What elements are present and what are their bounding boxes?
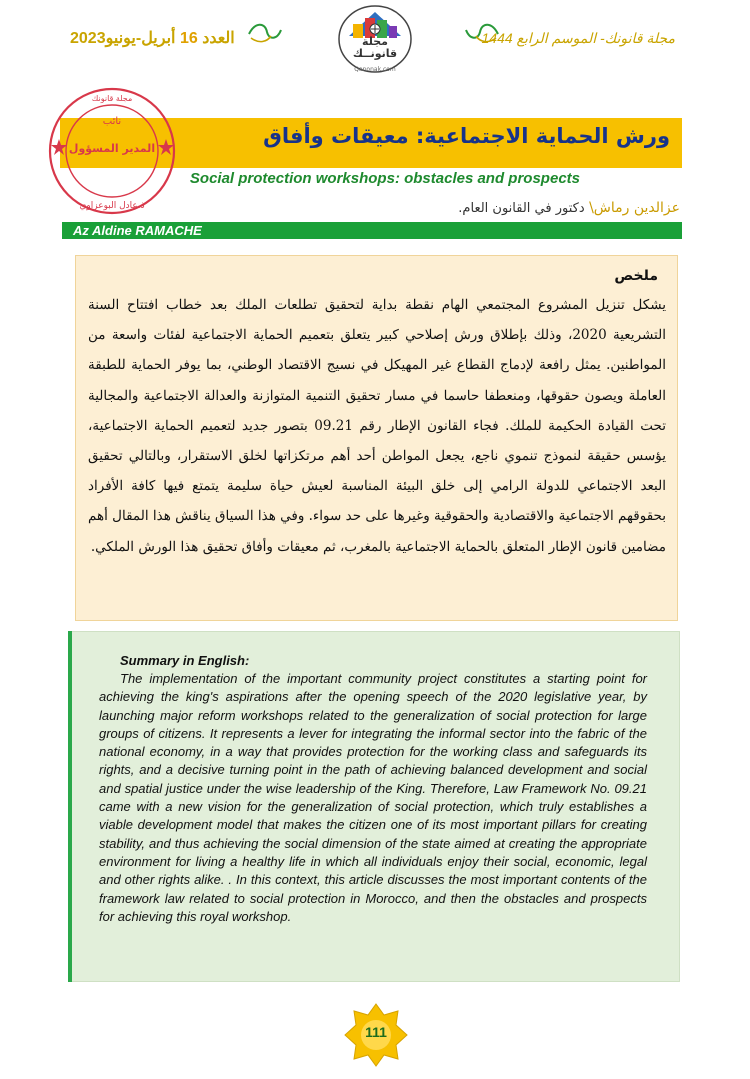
author-arabic	[458, 200, 680, 216]
stamp-line3: ذ.عادل البوعزاوي	[79, 201, 145, 211]
author-name-english: Az Aldine RAMACHE	[73, 223, 202, 238]
page-number: 111	[365, 1024, 387, 1040]
issue-label: العدد	[202, 30, 235, 47]
logo-text-line1: مجلة	[362, 35, 388, 48]
article-title-english: Social protection workshops: obstacles and prospects	[189, 170, 580, 187]
author-role-arabic: دكتور في القانون العام.	[458, 201, 585, 216]
issue-date: أبريل-يونيو2023	[70, 30, 176, 47]
stamp-line1: نائب	[102, 116, 122, 127]
logo-url: Qanonak.com	[354, 66, 396, 73]
official-stamp-icon	[45, 84, 180, 219]
swirl-ornament-icon	[464, 20, 500, 46]
author-name-arabic: عزالدين رماش	[593, 200, 680, 216]
arabic-abstract-text: يشكل تنزيل المشروع المجتمعي الهام نقطة بداية لتحقيق تطلعات الملك بعد خطاب افتتاح السنة التشريعية 2020، وذلك بإطلاق ورش إصلاحي كبير يتعلق بتعميم الحماية الاجتماعية لفئات واسعة من المواطنين. يمثل رافعة لإدماج القطاع غير المهيكل في نسيج الاقتصاد الوطني، بما يوفر الحماية للطبقة العاملة ويصون حقوقها، ومنعطفا حاسما في مسار تحقيق التنمية المتوازنة والعدالة الاجتماعية والمجالية تحت القيادة الحكيمة للملك. فجاء القانون الإطار رقم 09.21 بتصور جديد لتعميم الحماية الاجتماعية، يؤسس حقيقة لنموذج تنموي ناجع، يجعل المواطن أحد أهم مرتكزاتها لخلق الاستقرار، وبالتالي تحقيق البعد الاجتماعي للدولة الرامي إلى خلق البيئة المناسبة لعيش حياة سليمة يتمتع فيها كافة الأفراد بحقوقهم الاجتماعية والاقتصادية والحقوقية وغيرها على حد سواء. وفي هذا السياق يناقش هذا المقال أهم مضامين قانون الإطار المتعلق بالحماية الاجتماعية بالمغرب، ثم معيقات وأفاق تحقيق هذا الورش الملكي.	[88, 297, 666, 555]
english-summary-heading: Summary in English:	[120, 653, 250, 668]
stamp-ring-text: مجلة قانونك	[91, 94, 133, 103]
english-summary-text: The implementation of the important community project constitutes a starting point for achieving the king's aspirations after the opening speech of the 2020 legislative year, by launching major reform workshops related to the generalization of social protection for large groups of citizens. It represents a lever for integrating the informal sector into the fabric of the national economy, in a way that provides protection for the working class and safeguards its rights, and a decisive turning point in the path of achieving balanced development and social and spatial justice under the wise leadership of the King. Therefore, Law Framework No. 09.21 came with a new vision for the generalization of social protection, which truly establishes a viable development model that makes the citizen one of its most important pillars for creating stability, and thus achieving the social dimension of the state aimed at creating the appropriate environment for living a healthy life in which all individuals enjoy their social, economic, legal and other rights alike. . In this context, this article discusses the most important contents of the framework law related to social protection in Morocco, and then the obstacles and prospects for achieving this royal workshop.	[99, 671, 647, 924]
arabic-abstract-heading: ملخص	[614, 268, 658, 284]
author-separator: \	[584, 200, 594, 216]
logo-text-line2: قانونــك	[352, 47, 398, 60]
journal-line: مجلة قانونك- الموسم الرابع 1444	[481, 30, 675, 46]
issue-number: 16	[179, 30, 198, 47]
stamp-line2: المدير المسؤول	[68, 142, 156, 155]
article-title-arabic: ورش الحماية الاجتماعية: معيقات وأفاق	[263, 124, 670, 148]
english-summary-accent-bar	[68, 631, 72, 982]
swirl-ornament-icon	[247, 20, 283, 46]
issue-info	[70, 28, 235, 48]
logo-text	[335, 36, 415, 60]
